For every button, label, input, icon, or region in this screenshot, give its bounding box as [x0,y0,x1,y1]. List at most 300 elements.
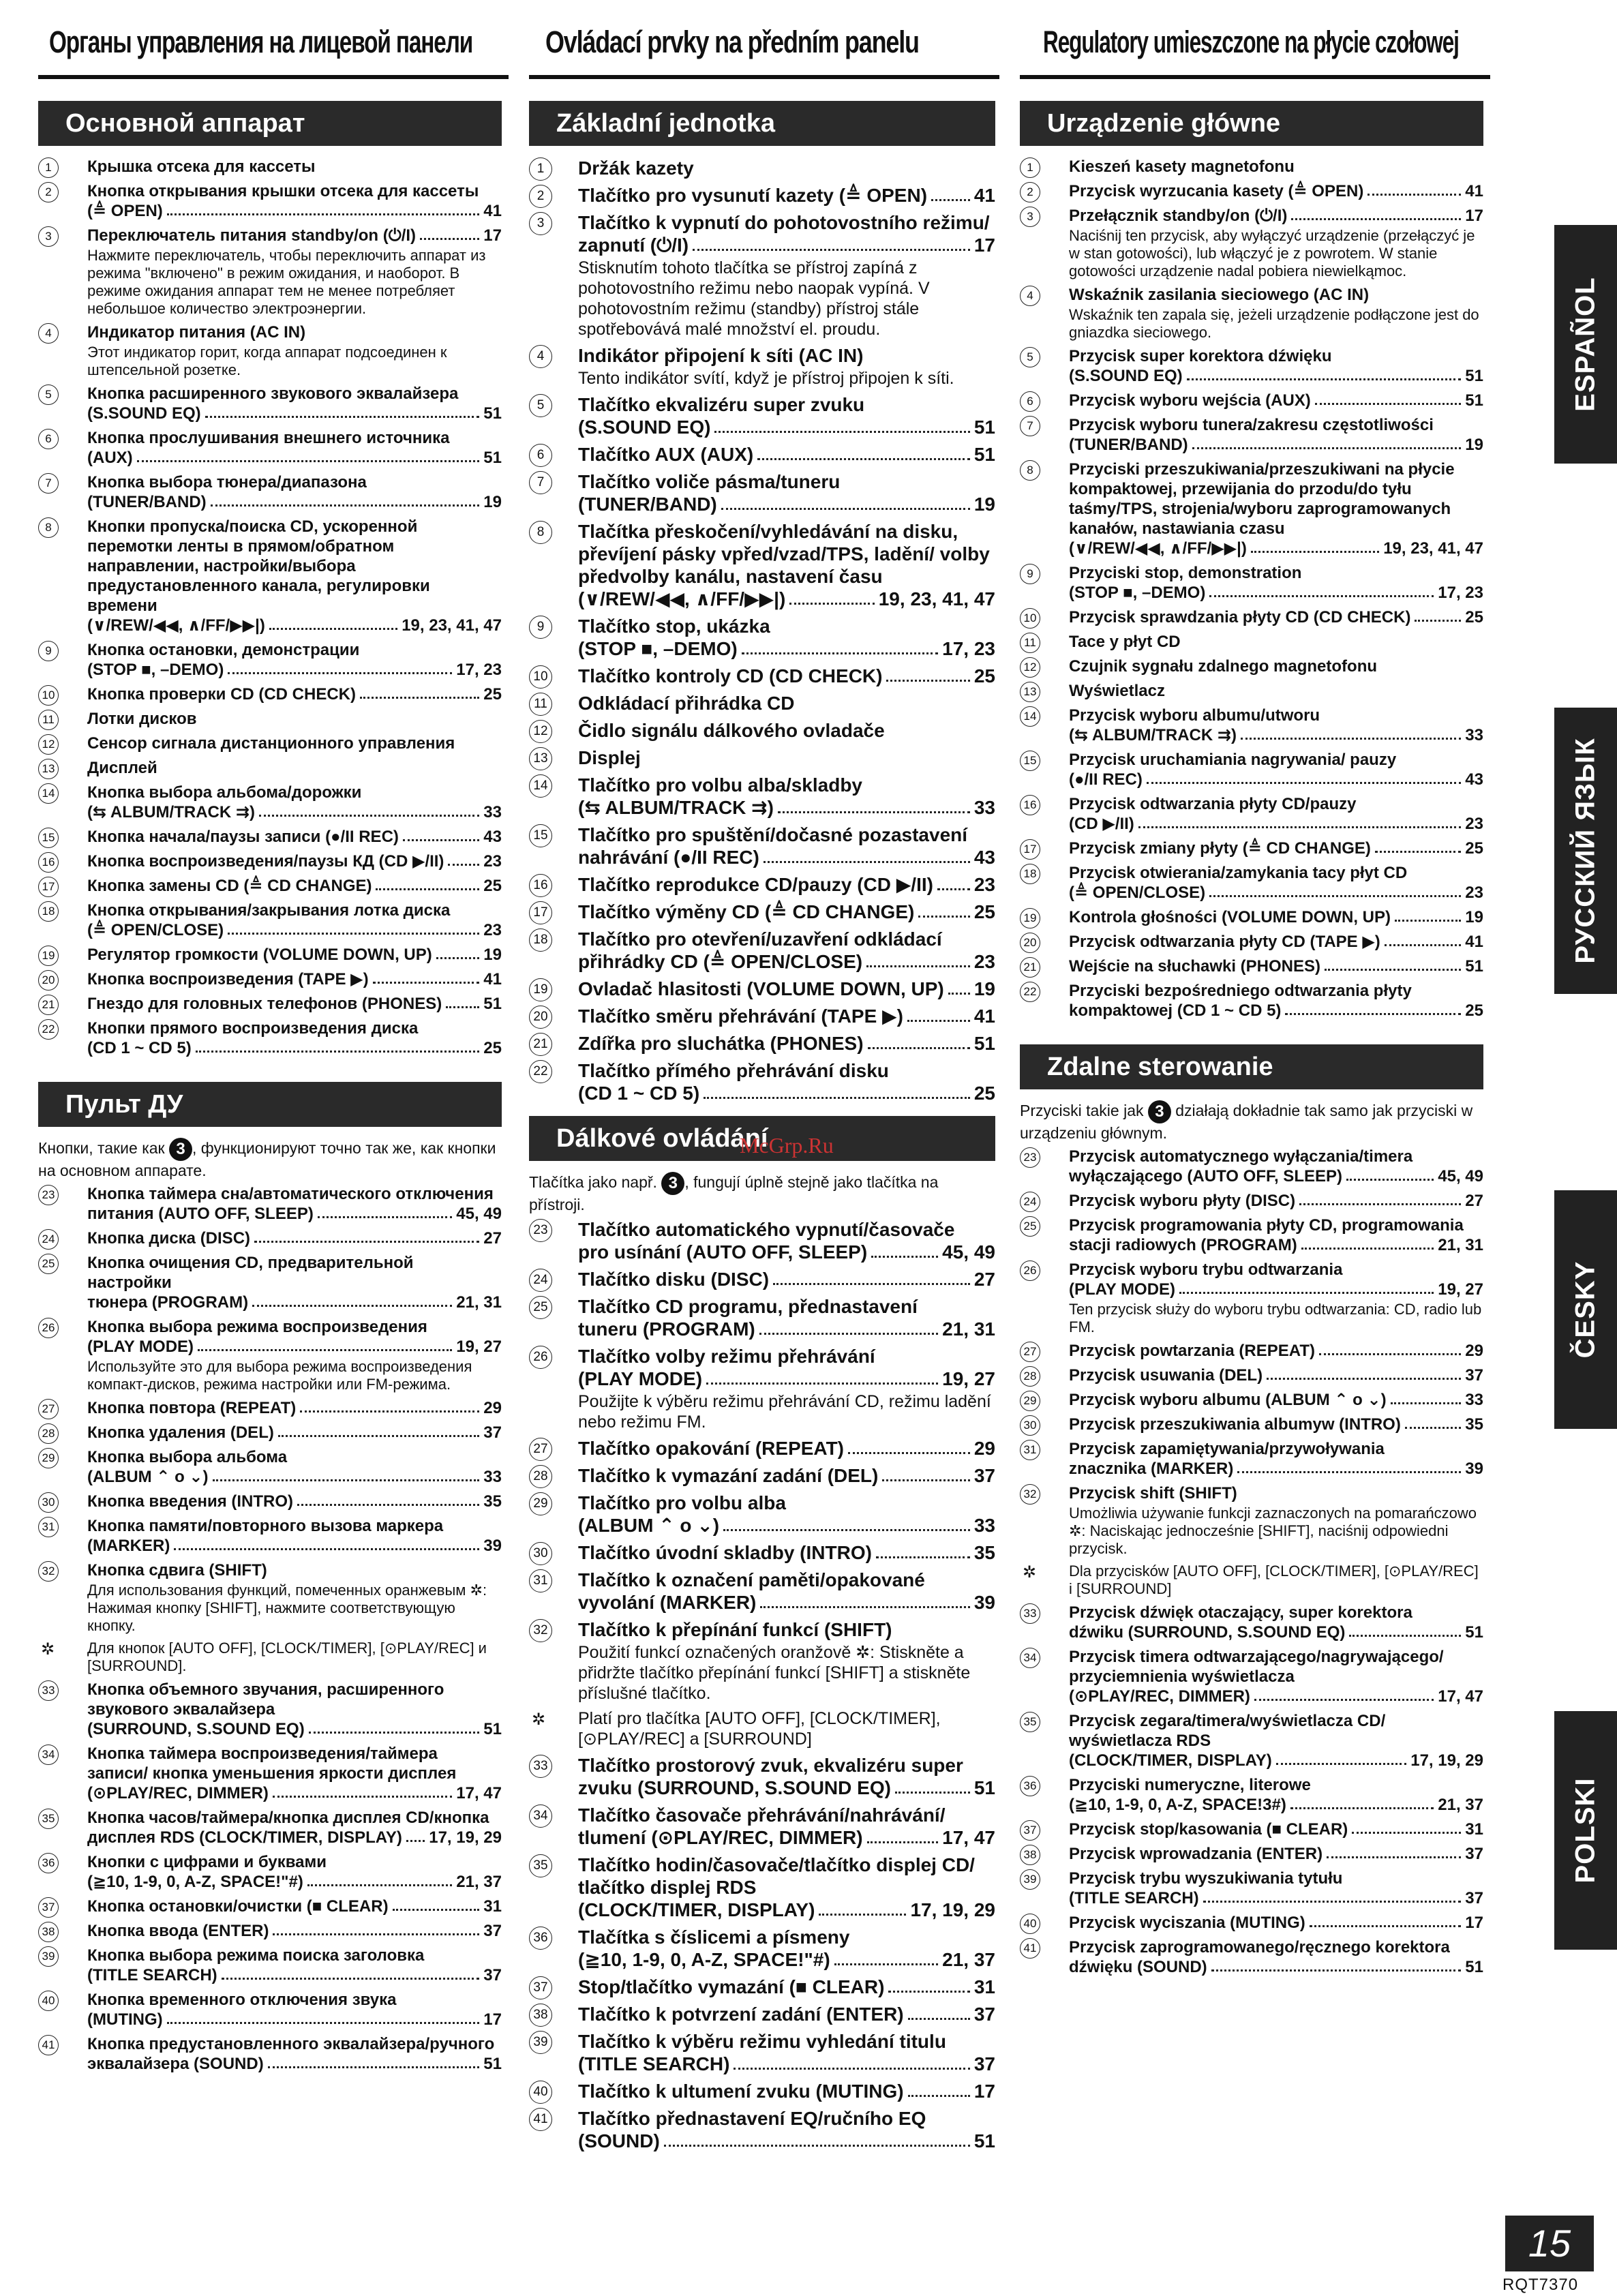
leader-dots [420,226,479,240]
page-reference: 43 [973,847,995,868]
leader-dots [789,588,874,605]
item-label: (≜ OPEN) [87,202,163,220]
leader-dots [888,1976,969,1993]
item-number: 6 [529,444,552,467]
leader-dots [1315,391,1462,405]
list-item [38,1398,502,1418]
leader-dots [895,1777,970,1794]
item-number: 28 [1020,1366,1040,1387]
page-reference: 25 [973,1083,995,1104]
list-item [38,1990,502,2029]
page-reference: 45, 49 [942,1241,995,1263]
item-number: 8 [38,517,59,538]
item-title: Кнопка остановки, демонстрации [87,641,360,659]
leader-dots [867,1826,939,1843]
leader-dots [848,1437,970,1454]
item-label: Przycisk stop/kasowania (■ CLEAR) [1069,1820,1348,1839]
item-label: (CLOCK/TIMER, DISPLAY) [1069,1751,1272,1770]
item-number: 7 [529,471,552,494]
item-reference [87,1783,502,1803]
list-item [1020,1365,1483,1385]
leader-dots [1187,366,1462,380]
item-title: Tlačítko voliče pásma/tuneru [578,471,841,492]
item-number: 26 [38,1318,59,1338]
item-label: (STOP ■, –DEMO) [1069,584,1206,602]
side-tab-russian[interactable]: РУССКИЙ ЯЗЫК [1554,708,1617,994]
leader-dots [819,1899,906,1916]
list-item [529,1345,995,1432]
item-label: (MARKER) [87,1537,170,1555]
list-item [38,640,502,680]
item-note: Для использования функций, помеченных оранжевым ✲: Нажимая кнопку [SHIFT], нажмите соответствующую кнопку. [87,1582,487,1634]
item-reference [87,1467,502,1487]
page-reference: 19 [973,978,995,999]
page-reference: 41 [1465,933,1483,951]
item-reference [578,443,995,466]
side-tab-polish[interactable]: POLSKI [1554,1711,1617,1950]
leader-dots [1319,1341,1461,1355]
page-reference: 41 [483,202,502,220]
item-label: stacji radiowych (PROGRAM) [1069,1236,1297,1254]
item-label: питания (AUTO OFF, SLEEP) [87,1205,314,1223]
leader-dots [1349,1622,1461,1637]
list-item [1020,1775,1483,1815]
page-reference: 19 [483,946,502,964]
page-reference: 17, 47 [1438,1687,1483,1706]
item-number: 22 [1020,982,1040,1002]
section-title-main-ru: Основной аппарат [38,101,502,146]
leader-dots [760,1591,969,1608]
item-note: Umożliwia używanie funkcji zaznaczonych na pomarańczowo ✲: Naciskając jednocześnie [SHIFT], naciśnij odpowiedni przycisk. [1069,1505,1477,1557]
list-item [529,901,995,923]
list-item [1020,1844,1483,1864]
header-pl: Regulatory umieszczone na płycie czołowej [1043,25,1459,59]
page-reference: 37 [973,2004,995,2025]
item-reference [87,492,502,512]
page-reference: 27 [1465,1192,1483,1210]
item-reference [578,1437,995,1460]
item-label: Przycisk wprowadzania (ENTER) [1069,1845,1323,1863]
page-reference: 37 [1465,1845,1483,1863]
list-item [1020,607,1483,627]
item-reference [1069,1844,1483,1864]
leader-dots [1192,435,1462,449]
item-reference [1069,607,1483,627]
page-reference: 33 [483,803,502,821]
item-title: Przycisk otwierania/zamykania tacy płyt CD [1069,864,1408,882]
item-title: Przycisk zapamiętywania/przywoływania [1069,1440,1385,1458]
item-number: 24 [1020,1192,1040,1212]
list-item [38,1492,502,1511]
item-number: 5 [1020,347,1040,367]
item-reference [87,827,502,847]
item-label: Tlačítko opakování (REPEAT) [578,1438,844,1459]
item-reference [578,1826,995,1849]
item-number: 11 [529,693,552,716]
item-number: 14 [1020,706,1040,727]
item-reference [87,404,502,423]
main-unit-list-ru [38,157,502,1058]
leader-dots [693,234,970,251]
list-item [529,1492,995,1537]
list-item [529,978,995,1000]
page-reference: 25 [483,685,502,704]
item-reference [578,1318,995,1340]
item-number: 32 [529,1619,552,1642]
list-item [1020,346,1483,386]
page-reference: 17, 47 [456,1784,502,1802]
item-label: (PLAY MODE) [1069,1280,1176,1299]
list-item [1020,956,1483,976]
item-reference [87,1293,502,1312]
item-number: 26 [529,1346,552,1369]
leader-dots [1325,956,1461,971]
list-item [38,384,502,423]
leader-dots [1375,839,1461,853]
item-title: Кнопка выбора режима поиска заголовка [87,1946,425,1965]
item-reference [578,1541,995,1564]
leader-dots [664,2130,970,2147]
item-title: Индикатор питания (AC IN) [87,323,306,342]
item-title: Кнопка открывания/закрывания лотка диска [87,901,451,920]
item-label: přihrádky CD (≜ OPEN/CLOSE) [578,951,863,972]
item-label: Кнопка повтора (REPEAT) [87,1399,297,1417]
leader-dots [882,1464,970,1481]
item-label: Регулятор громкости (VOLUME DOWN, UP) [87,946,432,964]
section-title-main-cz: Základní jednotka [529,101,995,146]
item-reference [578,493,995,515]
page-reference: 43 [483,828,502,846]
page-reference: 37 [1465,1889,1483,1907]
item-reference [87,1423,502,1442]
item-reference [1069,1191,1483,1211]
leader-dots [1301,1235,1434,1250]
section-title-remote-pl: Zdalne sterowanie [1020,1044,1483,1089]
item-label: (⇆ ALBUM/TRACK ⇉) [578,797,774,818]
leader-dots [706,1368,938,1385]
list-item [1020,1260,1483,1336]
page-reference: 21, 31 [456,1293,502,1312]
item-number: 25 [529,1296,552,1319]
item-reference [578,1032,995,1055]
item-number: 17 [1020,839,1040,860]
item-number: 8 [529,521,552,544]
list-item [1020,1647,1483,1706]
item-reference [87,1492,502,1511]
item-reference [1069,1888,1483,1908]
item-reference [1069,1795,1483,1815]
leader-dots [213,1467,480,1481]
item-label: Tlačítko k vymazání zadání (DEL) [578,1465,879,1486]
item-label: dźwiku (SURROUND, S.SOUND EQ) [1069,1623,1346,1642]
list-item [1020,415,1483,455]
item-label: Tlačítko disku (DISC) [578,1269,770,1290]
item-reference [578,2130,995,2152]
item-title: Кнопка памяти/повторного вызова маркера [87,1517,444,1535]
leader-dots [1179,1280,1434,1294]
item-number: 31 [38,1517,59,1537]
leader-dots [1209,583,1434,597]
page-reference: 17 [483,226,502,245]
item-label: Kontrola głośności (VOLUME DOWN, UP) [1069,908,1391,926]
item-reference [87,1337,502,1357]
page-reference: 27 [483,1229,502,1248]
leader-dots [252,1293,452,1307]
item-reference [578,950,995,973]
leader-dots [714,416,969,433]
item-reference [1069,366,1483,386]
item-note: Naciśnij ten przycisk, aby wyłączyć urządzenie (przełączyć je w stan gotowości), lub włączyć je z powrotem. W stanie gotowości urządzenie nadal pobiera niewielkąmoc. [1069,227,1475,280]
item-number: 38 [1020,1845,1040,1865]
item-label: (≧10, 1-9, 0, A-Z, SPACE!"#) [578,1949,830,1970]
item-label: тюнера (PROGRAM) [87,1293,249,1312]
leader-dots [259,802,479,817]
page-reference: 25 [1465,839,1483,858]
list-item [38,945,502,965]
leader-dots [778,796,970,813]
item-number: 23 [529,1219,552,1242]
item-number: 36 [38,1853,59,1873]
list-item [38,1423,502,1442]
leader-dots [723,1514,970,1531]
page-reference: 19 [973,494,995,515]
leader-dots [1367,181,1461,196]
item-number: 10 [529,665,552,689]
item-title: Kieszeń kasety magnetofonu [1069,157,1295,176]
item-reference [1069,725,1483,745]
item-reference [87,945,502,965]
item-title: Tlačítko přímého přehrávání disku [578,1060,889,1081]
item-label: (CD 1 ~ CD 5) [578,1083,700,1104]
list-item [529,157,995,179]
list-item [529,2030,995,2075]
item-label: dźwięku (SOUND) [1069,1958,1207,1976]
page-reference: 25 [1465,1001,1483,1020]
item-reference [578,2003,995,2025]
page-reference: 51 [1465,957,1483,976]
remote-intro-ru: Кнопки, такие как 3 , функционируют точно так же, как кнопки на основном аппарате. [38,1138,502,1180]
item-note: Stisknutím tohoto tlačítka se přístroj zapíná z pohotovostního režimu nebo naopak vypíná. V pohotovostním režimu (standby) přístroj stále spotřebovává malé množství el. proudu. [578,258,930,339]
list-item [38,1228,502,1248]
leader-dots [908,2003,970,2020]
marker-3-icon: 3 [661,1172,684,1195]
item-number: 40 [38,1991,59,2011]
item-number: 18 [38,901,59,922]
item-reference [87,802,502,822]
item-reference [578,1005,995,1027]
item-label: Przycisk powtarzania (REPEAT) [1069,1342,1315,1360]
page-reference: 51 [483,995,502,1013]
item-reference [1069,1280,1483,1299]
list-item [1020,981,1483,1021]
page-reference: 51 [973,1033,995,1054]
item-reference [578,1268,995,1290]
item-number: 27 [529,1438,552,1461]
side-tab-czech[interactable]: ČESKY [1554,1190,1617,1429]
item-title: Tlačítko časovače přehrávání/nahrávání/ [578,1804,946,1826]
list-item [38,322,502,379]
item-number: 1 [1020,157,1040,178]
item-reference [87,1536,502,1556]
leader-dots [1290,1795,1434,1809]
item-title: Tlačítko ekvalizéru super zvuku [578,394,865,415]
item-number: 13 [529,747,552,770]
item-reference [1069,181,1483,201]
item-reference [1069,583,1483,603]
item-number: 29 [1020,1391,1040,1411]
item-reference [1069,1390,1483,1410]
item-label: tlumení (⊙PLAY/REC, DIMMER) [578,1827,863,1848]
list-item [529,1854,995,1921]
item-label: Переключатель питания standby/on (⏻/I) [87,226,417,245]
page-reference: 21, 31 [942,1318,995,1340]
item-number: 14 [529,774,552,798]
item-title: Кнопка выбора режима воспроизведения [87,1318,427,1336]
item-label: Przycisk wyrzucania kasety (≜ OPEN) [1069,182,1364,200]
item-label: Гнездо для головных телефонов (PHONES) [87,995,442,1013]
page-reference: 21, 37 [942,1949,995,1970]
list-item [529,2080,995,2102]
item-label: (S.SOUND EQ) [87,404,201,423]
page-reference: 41 [483,970,502,988]
leader-dots [174,1536,479,1550]
leader-dots [309,1719,480,1734]
list-item [38,2034,502,2074]
item-note: Wskaźnik ten zapala się, jeżeli urządzenie podłączone jest do gniazdka sieciowego. [1069,306,1479,341]
leader-dots [1251,539,1379,553]
page-reference: 35 [973,1542,995,1563]
item-label: znacznika (MARKER) [1069,1460,1234,1478]
remote-list-cz [529,1218,995,2152]
list-item [38,969,502,989]
item-reference [1069,907,1483,927]
item-reference [578,1591,995,1614]
leader-dots [1285,1001,1461,1015]
item-label: Кнопка начала/паузы записи (●/II REC) [87,828,399,846]
list-item [1020,1439,1483,1479]
page-reference: 29 [973,1438,995,1459]
item-title: Tace y płyt CD [1069,633,1181,651]
item-title: Držák kazety [578,157,694,179]
item-title: Крышка отсека для кассеты [87,157,316,176]
item-number: 9 [1020,564,1040,584]
list-item [1020,1415,1483,1434]
item-number: 12 [529,720,552,743]
remote-list-pl [1020,1147,1483,1977]
list-item [529,2107,995,2152]
item-number: 19 [1020,908,1040,928]
item-title: Przycisk uruchamiania nagrywania/ pauzy [1069,751,1397,769]
item-reference [578,1976,995,1998]
leader-dots [1299,1191,1461,1205]
item-number: 35 [38,1809,59,1829]
item-label: (SURROUND, S.SOUND EQ) [87,1720,305,1738]
item-label: Кнопка диска (DISC) [87,1229,251,1248]
item-label: (CD 1 ~ CD 5) [87,1039,192,1057]
page-reference: 21, 31 [1438,1236,1483,1254]
item-label: (TUNER/BAND) [1069,436,1188,454]
list-item [1020,932,1483,952]
list-item [529,1541,995,1564]
item-title: Czujnik sygnału zdalnego magnetofonu [1069,657,1378,676]
item-number: 34 [1020,1648,1040,1668]
leader-dots [1385,932,1462,946]
list-item [1020,1562,1483,1598]
item-label: (ALBUM ⌃ o ⌄) [87,1468,209,1486]
item-title: Кнопка объемного звучания, расширенного звукового эквалайзера [87,1680,444,1719]
page-reference: 29 [1465,1342,1483,1360]
item-reference [87,2054,502,2074]
item-reference [1069,1687,1483,1706]
page-reference: 51 [483,404,502,423]
list-item [1020,1603,1483,1642]
item-number: 34 [38,1744,59,1765]
item-number: 2 [1020,182,1040,202]
list-item [529,1032,995,1055]
item-title: Przycisk zegara/timera/wyświetlacza CD/ wyświetlacza RDS [1069,1712,1386,1750]
item-reference [87,616,502,635]
item-label: (⇆ ALBUM/TRACK ⇉) [1069,726,1237,744]
item-title: Tlačítko přednastavení EQ/ručního EQ [578,2108,926,2129]
list-item [1020,907,1483,927]
item-label: Кнопка проверки CD (CD CHECK) [87,685,357,704]
list-item [38,851,502,871]
list-item [38,709,502,729]
item-number: 29 [38,1448,59,1468]
item-title: Przyciski stop, demonstration [1069,564,1302,582]
item-number: 19 [38,946,59,966]
list-item [529,1804,995,1849]
list-item [1020,794,1483,834]
item-label: Przycisk wyboru wejścia (AUX) [1069,391,1311,410]
leader-dots [1405,1415,1461,1429]
page-reference: 37 [483,1423,502,1442]
page-reference: 19, 23, 41, 47 [402,616,502,635]
page-reference: 51 [973,444,995,465]
page-reference: 29 [483,1399,502,1417]
item-label: (∨/REW/◀◀, ∧/FF/▶▶|) [578,588,786,609]
list-item [1020,750,1483,789]
item-number: 18 [1020,864,1040,884]
page-reference: 37 [483,1922,502,1940]
item-label: (SOUND) [578,2130,660,2151]
item-label: Tlačítko úvodní skladby (INTRO) [578,1542,872,1563]
item-label: (⇆ ALBUM/TRACK ⇉) [87,803,255,821]
item-reference [578,901,995,923]
side-tab-espanol[interactable]: ESPAÑOL [1554,225,1617,464]
item-label: Кнопка воспроизведения (TAPE ▶) [87,970,369,988]
item-number: 16 [38,852,59,873]
item-number: 16 [529,874,552,897]
item-reference [1069,1415,1483,1434]
item-label: Wejście na słuchawki (PHONES) [1069,957,1321,976]
item-label: эквалайзера (SOUND) [87,2055,264,2073]
list-item [38,157,502,177]
page-reference: 19, 23, 41, 47 [878,588,995,609]
leader-dots [918,901,970,918]
list-item [38,517,502,635]
item-reference [1069,839,1483,858]
leader-dots [196,1038,480,1053]
list-item [38,1946,502,1985]
leader-dots [300,1398,479,1413]
list-item [1020,1869,1483,1908]
item-reference [578,416,995,438]
section-title-remote-cz: Dálkové ovládání [529,1116,995,1161]
item-number: 35 [1020,1712,1040,1732]
item-label: vyvolání (MARKER) [578,1592,757,1613]
leader-dots [1346,1166,1434,1181]
